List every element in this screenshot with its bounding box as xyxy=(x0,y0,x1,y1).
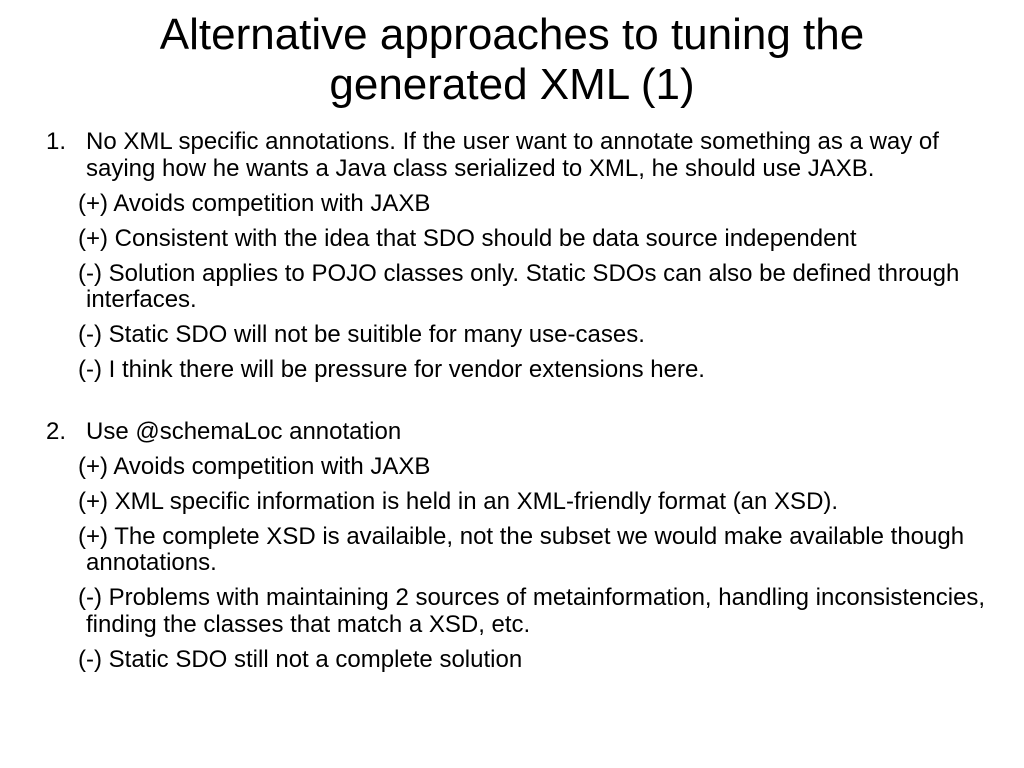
slide-title-line-1: Alternative approaches to tuning the xyxy=(159,10,865,59)
slide-body xyxy=(46,129,996,673)
section-number: 1. xyxy=(46,128,67,155)
section-1-point-3: (-) Solution applies to POJO classes only. Static SDOs can also be defined through interfaces. xyxy=(78,259,960,313)
section-1-point-2: (+) Consistent with the idea that SDO should be data source independent xyxy=(78,224,857,252)
section-2-point-5: (-) Static SDO still not a complete solution xyxy=(78,645,523,673)
section-1-point-4: (-) Static SDO will not be suitible for many use-cases. xyxy=(78,321,645,348)
section-1-point-1: (+) Avoids competition with JAXB xyxy=(78,189,431,217)
section-2-point-3: (+) The complete XSD is availaible, not the subset we would make available though annotations. xyxy=(78,522,965,576)
section-1-point-5: (-) I think there will be pressure for vendor extensions here. xyxy=(78,356,705,383)
section-2-point-2: (+) XML specific information is held in an XML-friendly format (an XSD). xyxy=(78,487,839,515)
section-heading-text: Use @schemaLoc annotation xyxy=(86,417,402,445)
slide-title-line-2: generated XML (1) xyxy=(329,60,695,109)
section-heading-text: No XML specific annotations. If the user want to annotate something as a way of saying how he wants a Java class serialized to XML, he should use JAXB. xyxy=(86,128,939,182)
slide-title xyxy=(60,10,964,110)
section-1-heading xyxy=(46,129,996,182)
section-2-point-4: (-) Problems with maintaining 2 sources of metainformation, handling inconsistencies, finding the classes that match a XSD, etc. xyxy=(78,584,986,638)
section-number: 2. xyxy=(46,417,67,445)
section-2-point-1: (+) Avoids competition with JAXB xyxy=(78,452,431,480)
section-2-heading xyxy=(46,419,996,446)
